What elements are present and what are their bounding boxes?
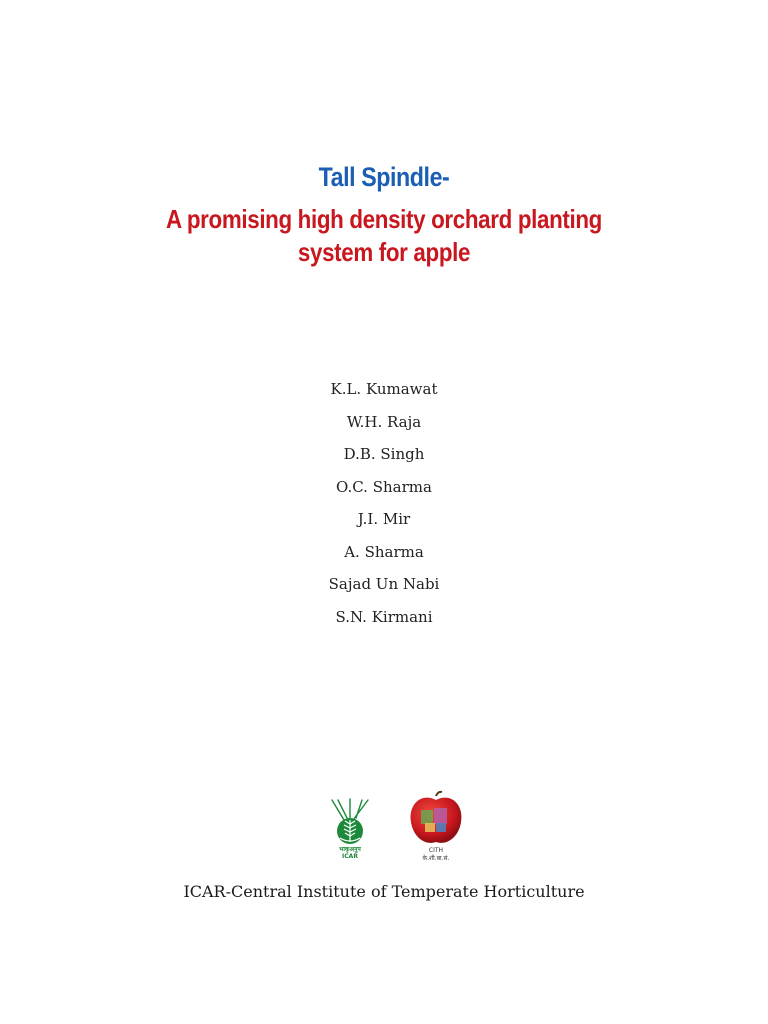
cith-native-caption: के.शी.बा.सं. <box>422 855 450 862</box>
apple-logo-icon <box>405 790 467 862</box>
author-name: W.H. Raja <box>346 412 422 431</box>
author-name: J.I. Mir <box>357 510 411 528</box>
author-name: K.L. Kumawat <box>330 380 438 398</box>
icar-caption: ICAR <box>342 853 358 860</box>
author-name: D.B. Singh <box>343 445 425 463</box>
author-name: Sajad Un Nabi <box>328 575 440 593</box>
icar-native-caption: भाकृअनुप <box>339 846 361 853</box>
author-name: A. Sharma <box>344 542 424 561</box>
subtitle-line-2: system for apple <box>297 237 471 267</box>
author-name: S.N. Kirmani <box>335 607 433 626</box>
institute-name: ICAR-Central Institute of Temperate Horticulture <box>183 882 585 901</box>
subtitle-line-1: A promising high density orchard planting <box>165 204 603 234</box>
cith-caption: CITH <box>428 847 444 854</box>
icar-wheat-logo-icon <box>326 798 374 860</box>
author-list <box>0 373 768 633</box>
author-name: O.C. Sharma <box>336 477 432 496</box>
title-main: Tall Spindle- <box>318 162 450 192</box>
